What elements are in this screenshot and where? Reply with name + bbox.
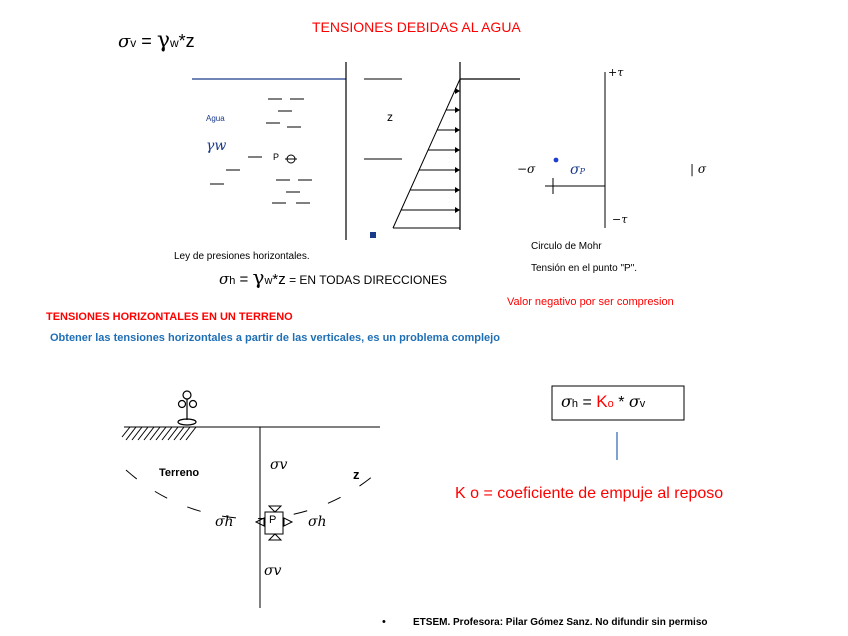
mohr-plus-tau: +τ (608, 66, 624, 79)
k-caption: K o = coeficiente de empuje al reposo (455, 485, 724, 502)
formula-sigma-h: σh = γw*z = EN TODAS DIRECCIONES (219, 265, 447, 289)
negative-note: Valor negativo por ser compresion (507, 296, 674, 308)
pressure-arrows (401, 91, 460, 210)
footer-bullet: • (382, 616, 386, 628)
mohr-sigma: | σ (690, 162, 707, 176)
law-caption: Ley de presiones horizontales. (174, 251, 310, 262)
mohr-point (554, 158, 559, 163)
slide-title: TENSIONES DEBIDAS AL AGUA (312, 19, 521, 35)
label-agua: Agua (206, 114, 225, 123)
label-z-water: z (387, 110, 393, 124)
label-sigma-h-right: σh (308, 514, 327, 530)
mohr-minus-sigma: −σ (517, 162, 536, 176)
mohr-caption-1: Circulo de Mohr (531, 241, 602, 252)
footer-text: ETSEM. Profesora: Pilar Gómez Sanz. No difundir sin permiso (413, 617, 708, 628)
pressure-hypotenuse (393, 79, 460, 228)
formula-sigma-v: σv = γw*z (118, 28, 195, 53)
label-sigma-v-top: σv (270, 457, 288, 473)
label-element-p: P (269, 514, 277, 526)
label-sigma-h-left: σh (215, 514, 234, 530)
label-point-p: P (273, 152, 280, 162)
label-terreno: Terreno (159, 467, 200, 479)
section-2-title: TENSIONES HORIZONTALES EN UN TERRENO (46, 311, 293, 323)
mohr-sigma-p: σP (570, 162, 585, 178)
mohr-caption-2: Tensión en el punto "P". (531, 263, 638, 274)
ground-hatch (122, 427, 196, 440)
section-2-subtitle: Obtener las tensiones horizontales a partir de las verticales, es un problema complejo (50, 332, 500, 344)
small-square-marker (370, 232, 376, 238)
mohr-minus-tau: −τ (612, 213, 628, 226)
label-gamma-w: γw (206, 138, 227, 154)
k-formula: σh = Ko * σv (561, 392, 646, 411)
label-z-ground: z (353, 467, 360, 482)
label-sigma-v-bottom: σv (264, 563, 282, 579)
plant-icon (178, 391, 197, 425)
